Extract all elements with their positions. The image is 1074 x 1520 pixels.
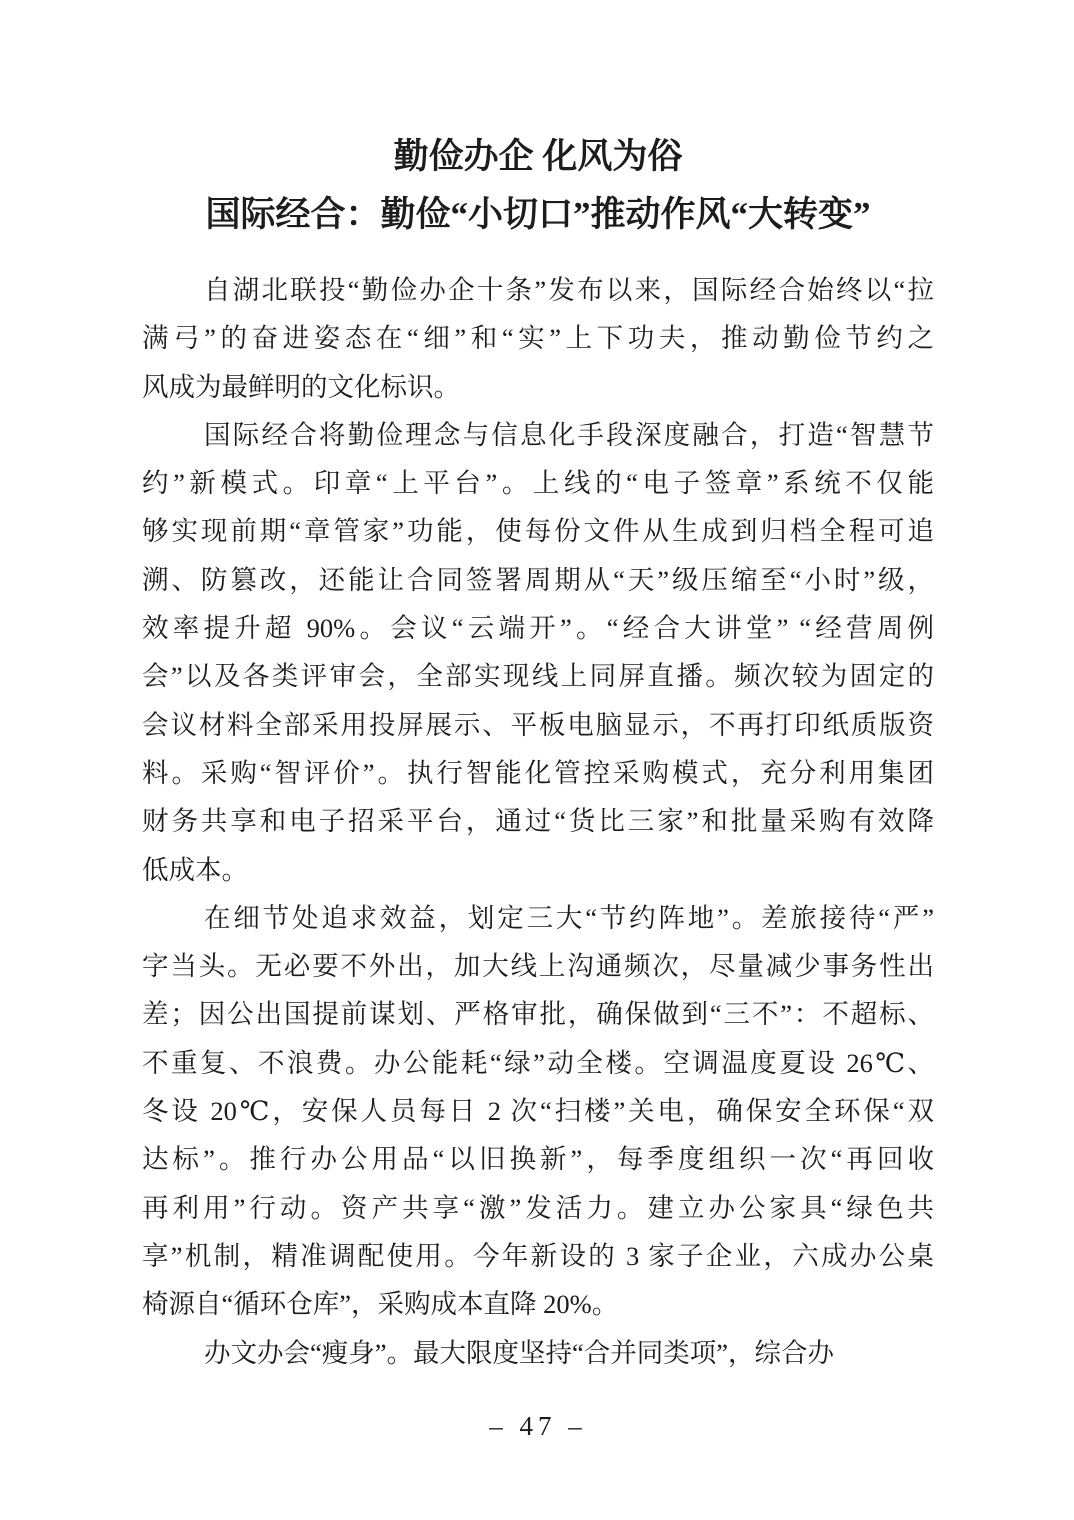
text-line: 不重复、不浪费。办公能耗“绿”动全楼。空调温度夏设 26℃、 [142, 1047, 934, 1078]
text-line: 差；因公出国提前谋划、严格审批，确保做到“三不”：不超标、 [142, 999, 934, 1030]
text-line: 约”新模式。印章“上平台”。上线的“电子签章”系统不仅能 [142, 468, 934, 499]
text-line: 风成为最鲜明的文化标识。 [142, 371, 460, 402]
document-title [142, 128, 934, 244]
text-line: 财务共享和电子招采平台，通过“货比三家”和批量采购有效降 [142, 806, 934, 837]
text-line: 低成本。 [142, 854, 248, 885]
text-line: 再利用”行动。资产共享“激”发活力。建立办公家具“绿色共 [142, 1192, 934, 1223]
text-line: 办文办会“瘦身”。最大限度坚持“合并同类项”，综合办 [204, 1337, 835, 1368]
text-line: 溯、防篡改，还能让合同签署周期从“天”级压缩至“小时”级， [142, 564, 934, 595]
text-line: 享”机制，精准调配使用。今年新设的 3 家子企业，六成办公桌 [142, 1240, 934, 1271]
document-title-line-1: 勤俭办企 化风为俗 [393, 137, 683, 176]
text-line: 会”以及各类评审会，全部实现线上同屏直播。频次较为固定的 [142, 661, 934, 692]
text-line: 够实现前期“章管家”功能，使每份文件从生成到归档全程可追 [142, 516, 934, 547]
text-line: 自湖北联投“勤俭办企十条”发布以来，国际经合始终以“拉 [204, 275, 934, 305]
text-line: 满弓”的奋进姿态在“细”和“实”上下功夫，推动勤俭节约之 [142, 323, 934, 354]
text-line: 达标”。推行办公用品“以旧换新”，每季度组织一次“再回收 [142, 1144, 934, 1175]
text-line: 字当头。无必要不外出，加大线上沟通频次，尽量减少事务性出 [142, 951, 934, 982]
text-line: 料。采购“智评价”。执行智能化管控采购模式，充分利用集团 [142, 757, 934, 788]
text-line: 效率提升超 90%。会议“云端开”。“经合大讲堂” “经营周例 [142, 613, 934, 644]
document-title-line-2: 国际经合：勤俭“小切口”推动作风“大转变” [205, 195, 871, 234]
text-line: 在细节处追求效益，划定三大“节约阵地”。差旅接待“严” [204, 902, 934, 933]
page-number: – 47 – [489, 1411, 587, 1441]
text-line: 冬设 20℃，安保人员每日 2 次“扫楼”关电，确保安全环保“双 [142, 1096, 934, 1127]
text-line: 国际经合将勤俭理念与信息化手段深度融合，打造“智慧节 [204, 419, 934, 450]
text-line: 会议材料全部采用投屏展示、平板电脑显示，不再打印纸质版资 [142, 709, 934, 740]
document-body [142, 266, 934, 1377]
text-line: 椅源自“循环仓库”，采购成本直降 20%。 [142, 1289, 619, 1320]
